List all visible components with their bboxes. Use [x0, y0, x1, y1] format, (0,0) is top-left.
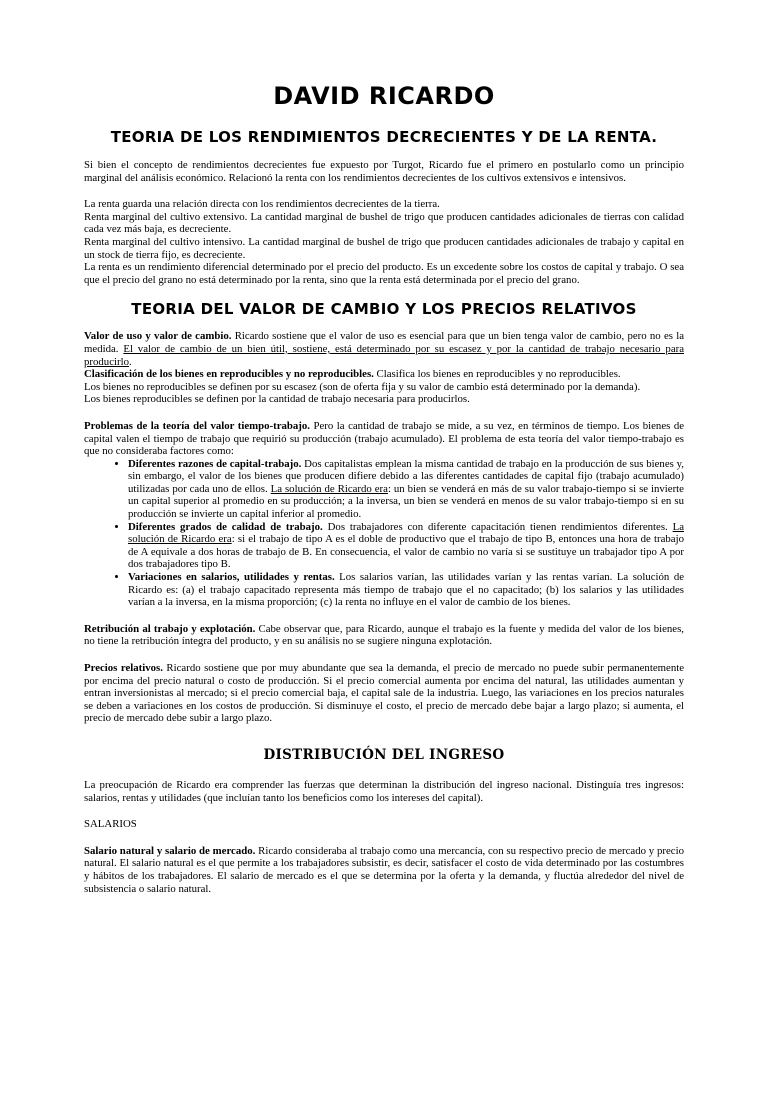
term-bold: Precios relativos.	[84, 662, 163, 674]
subheading-salarios: SALARIOS	[84, 818, 137, 831]
term-bold: Clasificación de los bienes en reproducibles y no reproducibles.	[84, 368, 374, 381]
list-item: • Diferentes razones de capital-trabajo. Dos capitalistas emplean la misma cantidad de trabajo en la producción de sus bienes y, sin embargo, el valor de los bienes que producen difiere debido a las diferentes cantidades de capital fijo (trabajo acumulado) utilizadas por cada uno de ellos. La solución de Ricardo era: un bien se venderá en más de su valor trabajo-tiempo si se invierte un capital superior al promedio en su producción; a la inversa, un bien se venderá en menos de su valor trabajo-tiempo si en su producción se invierte un capital inferior al promedio.	[128, 458, 684, 521]
paragraph-precios: Precios relativos. Ricardo sostiene que por muy abundante que sea la demanda, el precio de mercado no puede subir permanentemente por encima del precio natural o costo de producción. Si el precio comercial aumenta por encima del natural, las utilidades aumentan y entran inversionistas al mercado; si el precio comercial baja, el capital sale de la industria. Luego, las variaciones en los precios naturales se deben a variaciones en los costos de producción. Si disminuye el costo, el precio de mercado debe bajar a largo plazo; si aumenta, el precio de mercado debe subir a largo plazo.	[84, 662, 685, 725]
paragraph-clasificacion: Clasificación de los bienes en reproducibles y no reproducibles. Clasifica los bienes en reproducibles y no reproducibles.	[84, 368, 621, 381]
paragraph: Los bienes no reproducibles se definen por su escasez (son de oferta fija y su valor de cambio está determinado por la demanda).	[84, 380, 641, 393]
section-heading-rendimientos: TEORIA DE LOS RENDIMIENTOS DECRECIENTES Y DE LA RENTA.	[110, 128, 658, 146]
term-bold: Problemas de la teoría del valor tiempo-trabajo.	[84, 419, 311, 432]
term-bold: Valor de uso y valor de cambio.	[84, 330, 232, 343]
paragraph-retribucion: Retribución al trabajo y explotación. Cabe observar que, para Ricardo, aunque el trabajo es la fuente y medida del valor de los bienes, no tiene la retribución íntegra del producto, y en su análisis no se sugiere ninguna explotación.	[84, 622, 684, 648]
paragraph: La preocupación de Ricardo era comprender las fuerzas que determinan la distribución del ingreso nacional. Distinguía tres ingresos: salarios, rentas y utilidades (que incluían tanto los beneficios como los intereses del capital).	[84, 778, 684, 804]
paragraph-salario: Salario natural y salario de mercado. Ricardo consideraba al trabajo como una mercancía, con su respectivo precio de mercado y precio natural. El salario natural es el que permite a los trabajadores subsistir, es decir, satisfacer el costo de vida determinado por las costumbres y hábitos de los trabajadores. El salario de mercado es el que se determina por la oferta y la demanda, y fluctúa alrededor del nivel de subsistencia o salario natural.	[84, 844, 685, 895]
list-item: • Variaciones en salarios, utilidades y rentas. Los salarios varían, las utilidades varían y las rentas varían. La solución de Ricardo es: (a) el trabajo capacitado representa más tiempo de trabajo que el no capacitado; (b) los salarios y las utilidades varían a la inversa, en la misma proporción; (c) la renta no influye en el valor de cambio de los bienes.	[128, 571, 684, 609]
underlined-text: El valor de cambio de un bien útil, sostiene, está determinado por su escasez y por la cantidad de trabajo necesario para producirlo	[84, 342, 684, 368]
paragraph-problemas: Problemas de la teoría del valor tiempo-trabajo. Pero la cantidad de trabajo se mide, a su vez, en términos de tiempo. Los bienes de capital valen el tiempo de trabajo que requirió su producción (trabajo acumulado). El problema de esta teoría del valor tiempo-trabajo es que no consideraba factores como:	[84, 419, 685, 458]
paragraph: Si bien el concepto de rendimientos decrecientes fue expuesto por Turgot, Ricardo fue el primero en postularlo como un principio marginal del análisis económico. Relacionó la renta con los rendimientos decrecientes de los cultivos extensivos e intensivos.	[84, 159, 684, 184]
paragraph: La renta es un rendimiento diferencial determinado por el precio del producto. Es un excedente sobre los costos de capital y trabajo. O sea que el precio del grano no está determinado por la renta, sino que la renta está determinada por el precio del grano.	[84, 261, 684, 286]
paragraph-valor-uso: Valor de uso y valor de cambio. Ricardo sostiene que el valor de uso es esencial para que un bien tenga valor de cambio, pero no es la medida. El valor de cambio de un bien útil, sostiene, está determinado por su escasez y por la cantidad de trabajo necesario para producirlo.	[84, 330, 684, 368]
term-bold: Salario natural y salario de mercado.	[84, 844, 256, 857]
paragraph: La renta guarda una relación directa con los rendimientos decrecientes de la tierra.	[84, 198, 440, 211]
document-title: DAVID RICARDO	[273, 82, 495, 110]
factors-list	[84, 458, 684, 609]
section-heading-distribucion: DISTRIBUCIÓN DEL INGRESO	[263, 746, 505, 763]
list-item: • Diferentes grados de calidad de trabajo. Dos trabajadores con diferente capacitación tienen rendimientos diferentes. La solución de Ricardo era: si el trabajo de tipo A es el doble de productivo que el trabajo de tipo B, entonces una hora de trabajo de A equivale a dos horas de trabajo de B. En consecuencia, el valor de cambio no varía si se sustituye un trabajador tipo A por dos trabajadores tipo B.	[128, 521, 684, 571]
paragraph: Renta marginal del cultivo intensivo. La cantidad marginal de bushel de trigo que producen cantidades adicionales de trabajo y capital en un stock de tierra fijo, es decreciente.	[84, 235, 684, 261]
section-heading-valor-cambio: TEORIA DEL VALOR DE CAMBIO Y LOS PRECIOS RELATIVOS	[131, 300, 637, 319]
paragraph: Renta marginal del cultivo extensivo. La cantidad marginal de bushel de trigo que producen cantidades adicionales de tierras con calidad cada vez más baja, es decreciente.	[84, 210, 684, 236]
document-page	[0, 82, 768, 895]
paragraph: Los bienes reproducibles se definen por la cantidad de trabajo necesaria para producirlos.	[84, 393, 470, 406]
term-bold: Retribución al trabajo y explotación.	[84, 622, 256, 635]
